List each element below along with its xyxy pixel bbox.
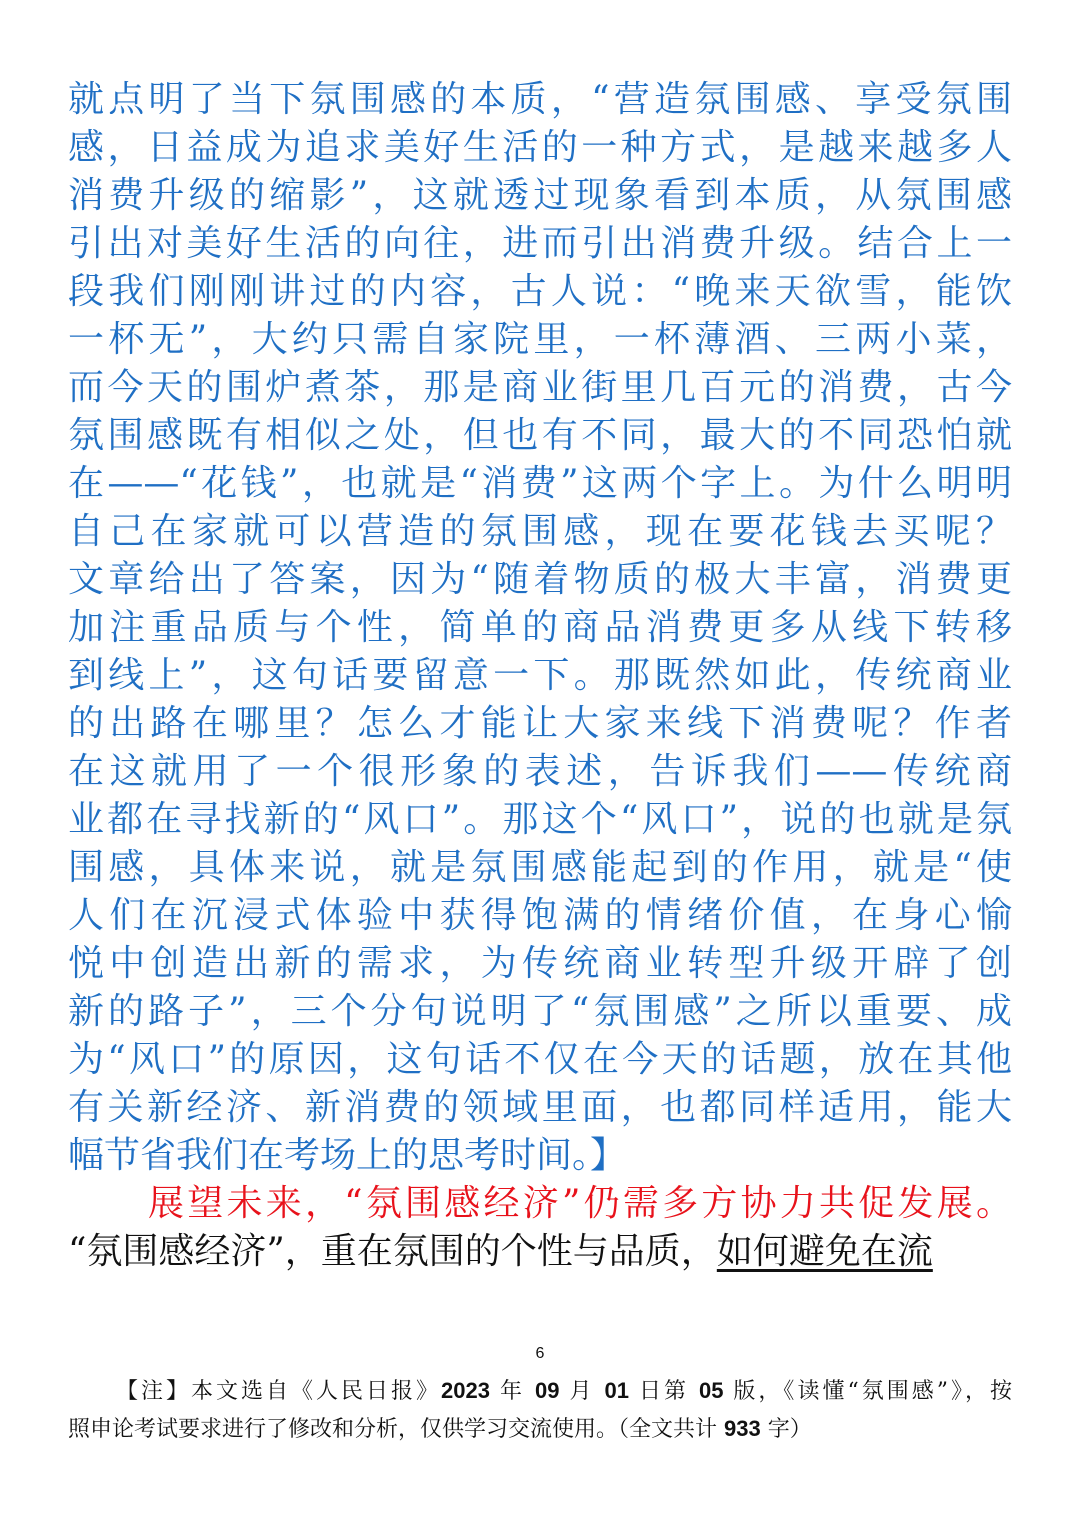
body-line: 到线上”，这句话要留意一下。那既然如此，传统商业 [68, 655, 1012, 696]
body-line: 自己在家就可以营造的氛围感，现在要花钱去买呢？ [68, 511, 1012, 552]
body-line: 为“风口”的原因，这句话不仅在今天的话题，放在其他 [68, 1039, 1012, 1080]
body-line: 就点明了当下氛围感的本质，“营造氛围感、享受氛围 [68, 79, 1012, 120]
page-number: 6 [535, 1345, 545, 1362]
footnote-line-1 [68, 1372, 1012, 1410]
body-line: 的出路在哪里？怎么才能让大家来线下消费呢？作者 [68, 703, 1012, 744]
body-line: 加注重品质与个性，简单的商品消费更多从线下转移 [68, 607, 1012, 648]
body-line: 在——“花钱”，也就是“消费”这两个字上。为什么明明 [68, 463, 1012, 504]
underlined-text: 如何避免在流 [716, 1231, 933, 1272]
body-line: 文章给出了答案，因为“随着物质的极大丰富，消费更 [68, 559, 1012, 600]
body-line: 消费升级的缩影”，这就透过现象看到本质，从氛围感 [68, 175, 1012, 216]
red-highlight-line: 展望未来，“氛围感经济”仍需多方协力共促发展。 [148, 1183, 1012, 1224]
footnote-word-count: 933 [724, 1416, 761, 1441]
footnote-day: 01 [604, 1378, 629, 1403]
body-line: 氛围感既有相似之处，但也有不同，最大的不同恐怕就 [68, 415, 1012, 456]
body-line: 新的路子”，三个分句说明了“氛围感”之所以重要、成 [68, 991, 1012, 1032]
body-line: 有关新经济、新消费的领域里面，也都同样适用，能大 [68, 1087, 1012, 1128]
body-line: 业都在寻找新的“风口”。那这个“风口”，说的也就是氛 [68, 799, 1012, 840]
footnote-text: 【注】本文选自《人民日报》 [116, 1379, 442, 1404]
body-line: 段我们刚刚讲过的内容，古人说：“晚来天欲雪，能饮 [68, 271, 1012, 312]
footnote-text: 日第 [628, 1379, 699, 1404]
footnote-text: 字） [760, 1417, 812, 1442]
article-body [68, 76, 1012, 1276]
body-line: 围感，具体来说，就是氛围感能起到的作用，就是“使 [68, 847, 1012, 888]
black-body-text: “氛围感经济”，重在氛围的个性与品质， [68, 1231, 717, 1272]
footnote-text: 版，《读懂“氛围感”》，按 [723, 1379, 1012, 1404]
footnote-text: 照申论考试要求进行了修改和分析，仅供学习交流使用。（全文共计 [68, 1417, 724, 1442]
footnote-month: 09 [534, 1378, 560, 1403]
footnote-text: 月 [559, 1379, 605, 1404]
body-line: 人们在沉浸式体验中获得饱满的情绪价值，在身心愉 [68, 895, 1012, 936]
footnote [68, 1372, 1012, 1448]
body-line: 在这就用了一个很形象的表述，告诉我们——传统商 [68, 751, 1012, 792]
footnote-line-2 [68, 1410, 1012, 1448]
footnote-year: 2023 [441, 1378, 490, 1403]
body-line: 而今天的围炉煮茶，那是商业街里几百元的消费，古今 [68, 367, 1012, 408]
body-line: 一杯无”，大约只需自家院里，一杯薄酒、三两小菜， [68, 319, 1012, 360]
black-body-line [68, 1228, 1012, 1276]
body-line: 感，日益成为追求美好生活的一种方式，是越来越多人 [68, 127, 1012, 168]
body-line: 引出对美好生活的向往，进而引出消费升级。结合上一 [68, 223, 1012, 264]
footnote-edition: 05 [698, 1378, 724, 1403]
footnote-text: 年 [489, 1379, 535, 1404]
body-line-last: 幅节省我们在考场上的思考时间。】 [68, 1135, 627, 1176]
body-line: 悦中创造出新的需求，为传统商业转型升级开辟了创 [68, 943, 1012, 984]
